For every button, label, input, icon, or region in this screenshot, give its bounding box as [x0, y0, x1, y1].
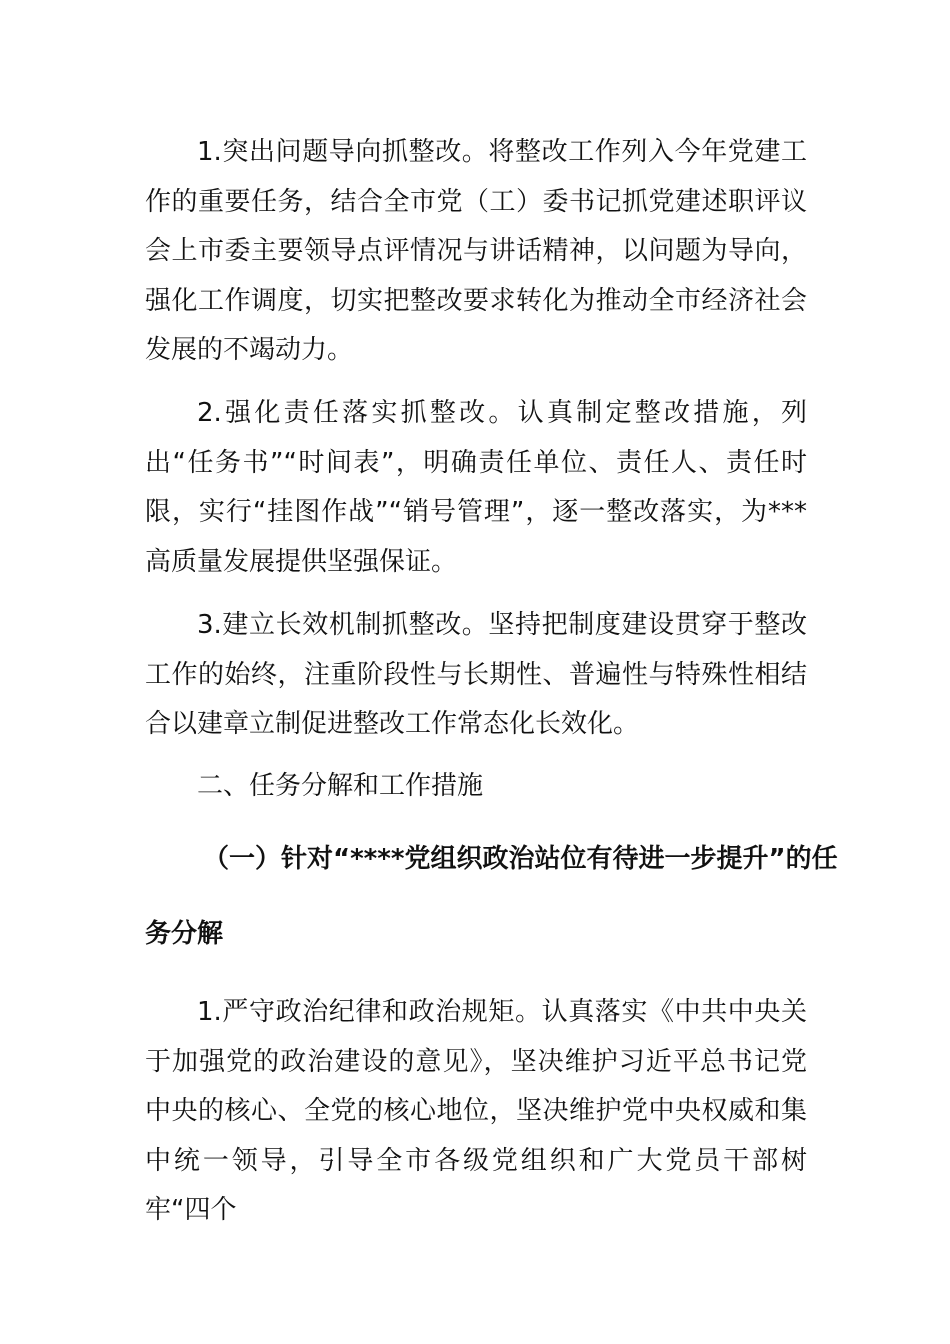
paragraph-1: 1.突出问题导向抓整改。将整改工作列入今年党建工作的重要任务，结合全市党（工）委书记抓党建述职评议会上市委主要领导点评情况与讲话精神，以问题为导向，强化工作调度，切实把整改要求转化为推动全市经济社会发展的不竭动力。	[145, 137, 807, 365]
section-heading: 二、任务分解和工作措施	[197, 771, 484, 801]
paragraph-3: 3.建立长效机制抓整改。坚持把制度建设贯穿于整改工作的始终，注重阶段性与长期性、普遍性与特殊性相结合以建章立制促进整改工作常态化长效化。	[145, 610, 807, 739]
sub-heading-line-2: 务分解	[145, 919, 224, 949]
paragraph-4: 1.严守政治纪律和政治规矩。认真落实《中共中央关于加强党的政治建设的意见》，坚决维护习近平总书记党中央的核心、全党的核心地位，坚决维护党中央权威和集中统一领导，引导全市各级党组织和广大党员干部树牢“四个	[145, 997, 807, 1225]
paragraph-2: 2.强化责任落实抓整改。认真制定整改措施，列出“任务书”“时间表”，明确责任单位、责任人、责任时限，实行“挂图作战”“销号管理”，逐一整改落实，为***高质量发展提供坚强保证。	[145, 398, 807, 577]
sub-heading-line-1: （一）针对“****党组织政治站位有待进一步提升”的任	[203, 844, 838, 874]
